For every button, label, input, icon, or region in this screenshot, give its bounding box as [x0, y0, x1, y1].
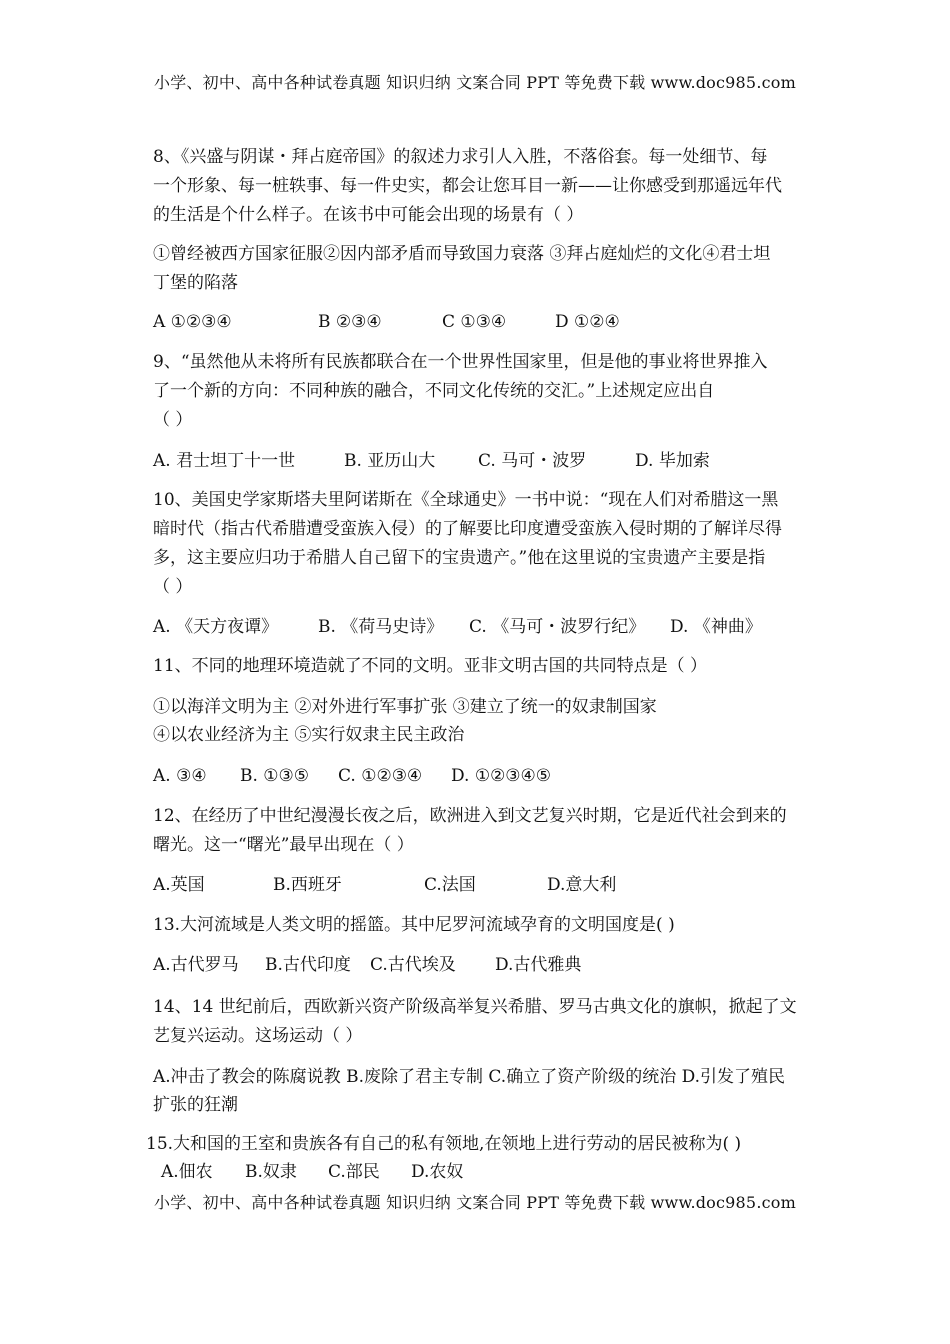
q15-option-a: A.佃农 — [161, 1162, 213, 1182]
q12-option-b: B.西班牙 — [273, 875, 342, 895]
q8-option-c: C ①③④ — [442, 312, 507, 332]
q8-statement-2: 丁堡的陷落 — [153, 273, 238, 293]
q8-option-d: D ①②④ — [555, 312, 620, 332]
q9-line-3: （ ） — [153, 410, 193, 430]
q11-statement-2: ④以农业经济为主 ⑤实行奴隶主民主政治 — [153, 725, 465, 745]
q8-statement-1: ①曾经被西方国家征服②因内部矛盾而导致国力衰落 ③拜占庭灿烂的文化④君士坦 — [153, 244, 771, 264]
q13-option-d: D.古代雅典 — [495, 955, 582, 975]
q10-line-4: （ ） — [153, 577, 193, 597]
q15-option-d: D.农奴 — [411, 1162, 464, 1182]
q15-option-c: C.部民 — [328, 1162, 380, 1182]
q11-line-1: 11、不同的地理环境造就了不同的文明。亚非文明古国的共同特点是（ ） — [153, 656, 708, 676]
q10-option-b: B. 《荷马史诗》 — [318, 617, 444, 637]
q9-option-b: B. 亚历山大 — [344, 451, 436, 471]
q12-option-d: D.意大利 — [547, 875, 617, 895]
q13-option-c: C.古代埃及 — [370, 955, 456, 975]
q10-option-a: A. 《天方夜谭》 — [153, 617, 279, 637]
q12-option-c: C.法国 — [424, 875, 476, 895]
q14-options-line-2: 扩张的狂潮 — [153, 1095, 238, 1115]
q12-option-a: A.英国 — [153, 875, 205, 895]
q8-line-1: 8、《兴盛与阴谋・拜占庭帝国》的叙述力求引人入胜，不落俗套。每一处细节、每 — [153, 147, 768, 167]
q10-line-1: 10、美国史学家斯塔夫里阿诺斯在《全球通史》一书中说：“现在人们对希腊这一黑 — [153, 490, 779, 510]
q12-line-2: 曙光。这一“曙光”最早出现在（ ） — [153, 835, 414, 855]
q8-option-a: A ①②③④ — [153, 312, 232, 332]
q8-line-3: 的生活是个什么样子。在该书中可能会出现的场景有（ ） — [153, 205, 584, 225]
q9-line-1: 9、“虽然他从未将所有民族都联合在一个世界性国家里，但是他的事业将世界推入 — [153, 352, 768, 372]
q8-line-2: 一个形象、每一桩轶事、每一件史实，都会让您耳目一新——让你感受到那遥远年代 — [153, 176, 782, 196]
q13-option-b: B.古代印度 — [265, 955, 351, 975]
q11-option-d: D. ①②③④⑤ — [451, 766, 552, 786]
q10-line-3: 多，这主要应归功于希腊人自己留下的宝贵遗产。”他在这里说的宝贵遗产主要是指 — [153, 548, 766, 568]
q10-option-c: C. 《马可・波罗行纪》 — [469, 617, 646, 637]
q9-option-d: D. 毕加索 — [635, 451, 710, 471]
q10-line-2: 暗时代（指古代希腊遭受蛮族入侵）的了解要比印度遭受蛮族入侵时期的了解详尽得 — [153, 519, 782, 539]
q11-option-b: B. ①③⑤ — [240, 766, 310, 786]
q15-line-1: 15.大和国的王室和贵族各有自己的私有领地,在领地上进行劳动的居民被称为( ) — [146, 1134, 742, 1154]
q9-option-c: C. 马可・波罗 — [478, 451, 587, 471]
q11-statement-1: ①以海洋文明为主 ②对外进行军事扩张 ③建立了统一的奴隶制国家 — [153, 697, 657, 717]
q14-options-line-1: A.冲击了教会的陈腐说教 B.废除了君主专制 C.确立了资产阶级的统治 D.引发了殖民 — [153, 1067, 786, 1087]
q15-option-b: B.奴隶 — [245, 1162, 297, 1182]
q9-option-a: A. 君士坦丁十一世 — [153, 451, 296, 471]
q11-option-c: C. ①②③④ — [338, 766, 423, 786]
page-header: 小学、初中、高中各种试卷真题 知识归纳 文案合同 PPT 等免费下载 www.doc985.com — [154, 73, 796, 92]
q12-line-1: 12、在经历了中世纪漫漫长夜之后，欧洲进入到文艺复兴时期，它是近代社会到来的 — [153, 806, 787, 826]
q13-option-a: A.古代罗马 — [153, 955, 239, 975]
q8-option-b: B ②③④ — [318, 312, 382, 332]
q11-option-a: A. ③④ — [153, 766, 207, 786]
q14-line-1: 14、14 世纪前后，西欧新兴资产阶级高举复兴希腊、罗马古典文化的旗帜，掀起了文 — [153, 997, 797, 1017]
page-footer: 小学、初中、高中各种试卷真题 知识归纳 文案合同 PPT 等免费下载 www.doc985.com — [154, 1193, 796, 1212]
q10-option-d: D. 《神曲》 — [670, 617, 762, 637]
q13-line-1: 13.大河流域是人类文明的摇篮。其中尼罗河流域孕育的文明国度是( ) — [153, 915, 675, 935]
q14-line-2: 艺复兴运动。这场运动（ ） — [153, 1026, 363, 1046]
q9-line-2: 了一个新的方向：不同种族的融合，不同文化传统的交汇。”上述规定应出自 — [153, 381, 715, 401]
